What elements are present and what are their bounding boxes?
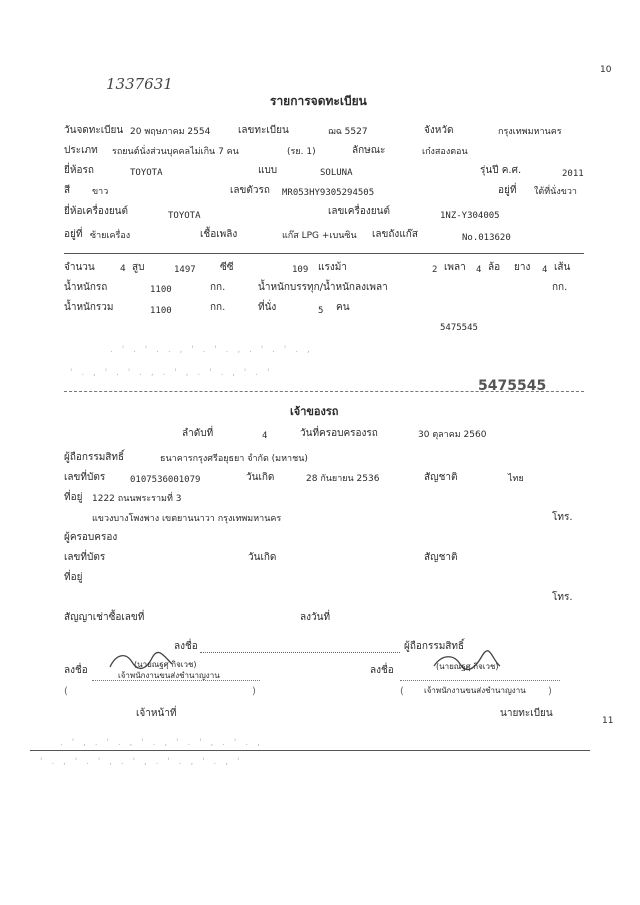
- birth-value: 28 กันยายน 2536: [306, 474, 380, 484]
- tank-value: No.013620: [462, 233, 511, 243]
- engine-no-value: 1NZ-Y304005: [440, 211, 500, 221]
- axle-value: 2: [432, 265, 438, 275]
- seq-label: ลำดับที่: [182, 428, 214, 439]
- document-title: รายการจดทะเบียน: [270, 94, 367, 108]
- holder-label: ผู้ถือกรรมสิทธิ์: [64, 452, 125, 463]
- tire-value: 4: [542, 265, 548, 275]
- type-code-value: (รย. 1): [287, 147, 316, 157]
- left-bracket-close: ): [252, 686, 256, 697]
- tire-label: ยาง: [514, 262, 531, 273]
- hp-date-label: ลงวันที่: [300, 612, 331, 623]
- fuel-value: แก๊ส LPG +เบนซิน: [282, 231, 357, 241]
- weight-label: น้ำหนักรถ: [64, 282, 108, 293]
- fuel-label: เชื้อเพลิง: [200, 229, 238, 240]
- left-role: เจ้าหน้าที่: [136, 708, 177, 719]
- engine-loc-value: ซ้ายเครื่อง: [90, 231, 131, 241]
- scan-noise: ' . , ' . ' , . ' , . ' . , ' . , ': [40, 757, 243, 767]
- hp-no-label: สัญญาเช่าซื้อเลขที่: [64, 612, 145, 623]
- wheel-value: 4: [476, 265, 482, 275]
- cc-value: 1497: [174, 265, 196, 275]
- reg-no-label: เลขทะเบียน: [238, 125, 289, 136]
- hp-unit: แรงม้า: [318, 262, 347, 273]
- sign-label: ลงชื่อ: [174, 641, 198, 652]
- total-weight-value: 1100: [150, 306, 172, 316]
- right-bracket-close: ): [548, 686, 552, 697]
- addr-line1: 1222 ถนนพระรามที่ 3: [92, 494, 182, 504]
- right-sign-label: ลงชื่อ: [370, 665, 394, 676]
- ref-code: 5475545: [440, 323, 478, 333]
- total-weight-label: น้ำหนักรวม: [64, 302, 114, 313]
- page-number: 10: [600, 65, 612, 75]
- cyl-value: 4: [120, 264, 126, 274]
- engine-loc-label: อยู่ที่: [64, 229, 83, 240]
- cyl-label: จำนวน: [64, 262, 95, 273]
- id2-label: เลขที่บัตร: [64, 552, 106, 563]
- nation-value: ไทย: [508, 474, 524, 484]
- color-value: ขาว: [92, 187, 109, 197]
- owner-date-value: 30 ตุลาคม 2560: [418, 430, 487, 440]
- type-label: ประเภท: [64, 145, 98, 156]
- left-bracket-open: (: [64, 686, 68, 697]
- cc-unit: ซีซี: [220, 262, 234, 273]
- weight-unit: กก.: [210, 282, 226, 293]
- color-label: สี: [64, 185, 71, 196]
- total-weight-unit: กก.: [210, 302, 226, 313]
- tire-unit: เส้น: [554, 262, 571, 273]
- seat-label: ที่นั่ง: [258, 302, 277, 313]
- right-sig-name: (นายณฐศุ กิจเวช): [436, 662, 499, 671]
- year-value: 2011: [562, 169, 584, 179]
- engine-no-label: เลขเครื่องยนต์: [328, 206, 390, 217]
- model-value: SOLUNA: [320, 168, 353, 178]
- province-value: กรุงเทพมหานคร: [498, 127, 562, 137]
- separator-line: [64, 253, 584, 254]
- nation-label: สัญชาติ: [424, 472, 458, 483]
- wheel-unit: ล้อ: [488, 262, 501, 273]
- addr-label: ที่อยู่: [64, 492, 83, 503]
- type-value: รถยนต์นั่งส่วนบุคคลไม่เกิน 7 คน: [112, 147, 239, 157]
- left-sig-name: (นายณฐศุ กิจเวช): [134, 660, 197, 669]
- load-unit: กก.: [552, 282, 568, 293]
- addr2-label: ที่อยู่: [64, 572, 83, 583]
- chassis-value: MR053HY9305294505: [282, 188, 375, 198]
- hp-value: 109: [292, 265, 309, 275]
- holder-value: ธนาคารกรุงศรีอยุธยา จำกัด (มหาชน): [160, 454, 308, 464]
- seq-value: 4: [262, 431, 268, 441]
- left-sign-label: ลงชื่อ: [64, 665, 88, 676]
- tel2-label: โทร.: [552, 592, 573, 603]
- right-sign-dotted-line: [400, 680, 560, 681]
- style-label: ลักษณะ: [352, 145, 386, 156]
- scan-noise: . ' , . ' . , ' . , ' . ' , . ' . ,: [60, 738, 263, 748]
- axle-unit: เพลา: [444, 262, 466, 273]
- style-value: เก๋งสองตอน: [422, 147, 468, 157]
- reg-date-label: วันจดทะเบียน: [64, 125, 124, 136]
- reg-no-value: ฌฉ 5527: [328, 127, 368, 137]
- tank-label: เลขถังแก๊ส: [372, 229, 418, 240]
- addr-line2: แขวงบางโพงพาง เขตยานนาวา กรุงเทพมหานคร: [92, 514, 282, 524]
- year-label: รุ่นปี ค.ศ.: [480, 165, 522, 176]
- bottom-rule: [30, 750, 590, 751]
- seat-unit: คน: [336, 302, 350, 313]
- cyl-unit: สูบ: [132, 262, 145, 273]
- birth-label: วันเกิด: [246, 472, 275, 483]
- stamp-code: 5475545: [478, 378, 547, 394]
- reg-date-value: 20 พฤษภาคม 2554: [130, 127, 211, 137]
- handwritten-number: 1337631: [106, 75, 173, 93]
- chassis-label: เลขตัวรถ: [230, 185, 270, 196]
- right-sig-title: เจ้าพนักงานขนส่งชำนาญงาน: [424, 686, 526, 695]
- left-sign-dotted-line: [92, 680, 260, 681]
- load-label: น้ำหนักบรรทุก/น้ำหนักลงเพลา: [258, 282, 388, 293]
- owner-section-title: เจ้าของรถ: [290, 405, 339, 418]
- sign-line: [200, 652, 400, 653]
- possessor-label: ผู้ครอบครอง: [64, 532, 118, 543]
- right-role: นายทะเบียน: [500, 708, 553, 719]
- corner-number: 11: [602, 716, 614, 726]
- model-label: แบบ: [258, 165, 278, 176]
- scan-noise: ' . , ' . ' . , . ' , . ' . , ' . ': [70, 368, 273, 378]
- owner-date-label: วันที่ครอบครองรถ: [300, 428, 378, 439]
- brand-value: TOYOTA: [130, 168, 163, 178]
- province-label: จังหวัด: [424, 125, 454, 136]
- engine-brand-value: TOYOTA: [168, 211, 201, 221]
- nation2-label: สัญชาติ: [424, 552, 458, 563]
- chassis-loc-value: ใต้ที่นั่งขวา: [534, 187, 577, 197]
- id-value: 0107536001079: [130, 475, 201, 485]
- scan-noise: . ' . ' . . , ' . ' . , . ' . ' . ,: [110, 345, 313, 355]
- left-sig-title: เจ้าพนักงานขนส่งชำนาญงาน: [118, 671, 220, 680]
- tel-label: โทร.: [552, 512, 573, 523]
- holder-sign-label: ผู้ถือกรรมสิทธิ์: [404, 641, 465, 652]
- birth2-label: วันเกิด: [248, 552, 277, 563]
- weight-value: 1100: [150, 285, 172, 295]
- id-label: เลขที่บัตร: [64, 472, 106, 483]
- seat-value: 5: [318, 306, 324, 316]
- engine-brand-label: ยี่ห้อเครื่องยนต์: [64, 206, 129, 217]
- right-bracket-open: (: [400, 686, 404, 697]
- brand-label: ยี่ห้อรถ: [64, 165, 94, 176]
- chassis-loc-label: อยู่ที่: [498, 185, 517, 196]
